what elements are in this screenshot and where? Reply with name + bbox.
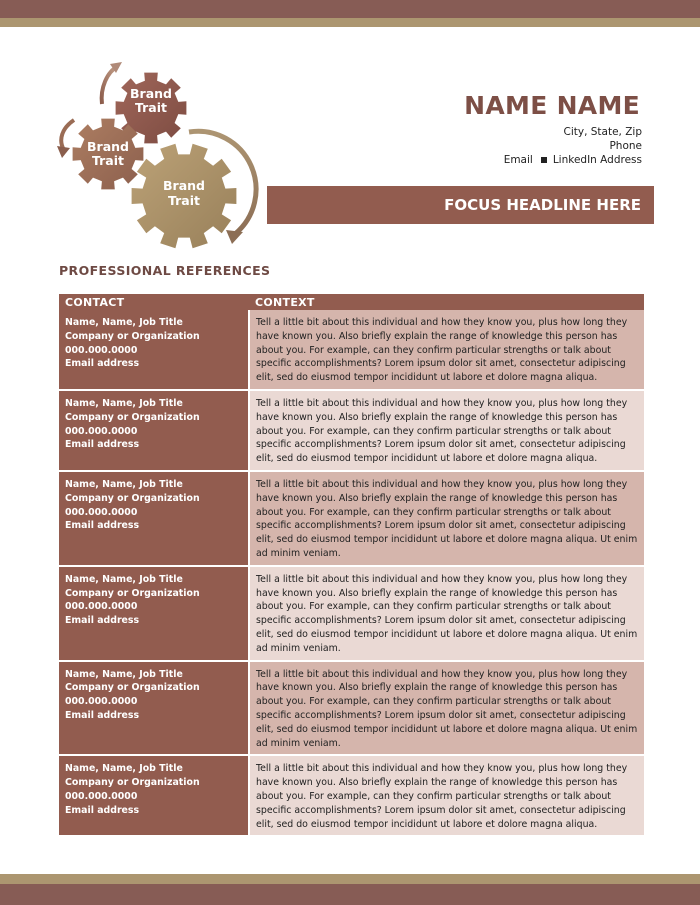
focus-headline-bar [267, 186, 654, 224]
reference-contact-line: Email address [65, 709, 140, 721]
table-header-row [59, 294, 644, 310]
cycle-arrow-left-head [57, 146, 70, 158]
reference-contact-cell [59, 310, 249, 390]
reference-contact-line: Company or Organization [65, 682, 200, 694]
reference-context-cell: Tell a little bit about this individual and how they know you, plus how long they have known you. Also briefly explain the range of knowledge this person has about you. For example, can they confirm particular strengths or talk about specific accomplishments? Lorem ipsum dolor sit amet, consectetur adipiscing elit, sed do eiusmod tempor incididunt ut labore et dolore magna aliqua. Ut enim ad minim veniam. [249, 566, 644, 661]
city-state-zip: City, State, Zip [563, 126, 642, 138]
brand-trait-left-line2: Trait [91, 153, 125, 168]
email: Email [503, 154, 533, 166]
top-band-dark [0, 0, 700, 18]
table-row [59, 755, 644, 836]
reference-contact-line: 000.000.0000 [65, 425, 138, 437]
reference-contact-line: Name, Name, Job Title [65, 668, 183, 680]
reference-contact-line: Name, Name, Job Title [65, 478, 183, 490]
table-row [59, 310, 644, 390]
separator-square-icon [541, 157, 547, 163]
reference-contact-cell [59, 390, 249, 471]
brand-trait-left-line1: Brand [87, 139, 129, 154]
cycle-arrow-right-head [226, 230, 243, 244]
section-title: PROFESSIONAL REFERENCES [59, 263, 271, 278]
top-band-light [0, 18, 700, 27]
brand-trait-bottom-line2: Trait [167, 193, 201, 208]
reference-context-cell: Tell a little bit about this individual and how they know you, plus how long they have known you. Also briefly explain the range of knowledge this person has about you. For example, can they confirm particular strengths or talk about specific accomplishments? Lorem ipsum dolor sit amet, consectetur adipiscing elit, sed do eiusmod tempor incididunt ut labore et dolore magna aliqua. [249, 310, 644, 390]
brand-traits-gears [52, 58, 262, 250]
table-row [59, 661, 644, 756]
reference-context-cell: Tell a little bit about this individual and how they know you, plus how long they have known you. Also briefly explain the range of knowledge this person has about you. For example, can they confirm particular strengths or talk about specific accomplishments? Lorem ipsum dolor sit amet, consectetur adipiscing elit, sed do eiusmod tempor incididunt ut labore et dolore magna aliqua. [249, 755, 644, 836]
reference-contact-line: 000.000.0000 [65, 696, 138, 708]
reference-contact-line: Company or Organization [65, 330, 200, 342]
reference-contact-line: Name, Name, Job Title [65, 573, 183, 585]
email-linkedin-line [504, 154, 642, 166]
reference-contact-cell [59, 755, 249, 836]
reference-contact-cell [59, 661, 249, 756]
references-table [59, 294, 644, 837]
brand-trait-top-line2: Trait [134, 100, 168, 115]
reference-contact-line: Company or Organization [65, 587, 200, 599]
reference-contact-line: Company or Organization [65, 492, 200, 504]
reference-context-cell: Tell a little bit about this individual and how they know you, plus how long they have known you. Also briefly explain the range of knowledge this person has about you. For example, can they confirm particular strengths or talk about specific accomplishments? Lorem ipsum dolor sit amet, consectetur adipiscing elit, sed do eiusmod tempor incididunt ut labore et dolore magna aliqua. [249, 390, 644, 471]
reference-contact-line: Company or Organization [65, 777, 200, 789]
reference-contact-line: Name, Name, Job Title [65, 763, 183, 775]
reference-contact-line: Email address [65, 358, 140, 370]
reference-context-cell: Tell a little bit about this individual and how they know you, plus how long they have known you. Also briefly explain the range of knowledge this person has about you. For example, can they confirm particular strengths or talk about specific accomplishments? Lorem ipsum dolor sit amet, consectetur adipiscing elit, sed do eiusmod tempor incididunt ut labore et dolore magna aliqua. Ut enim ad minim veniam. [249, 471, 644, 566]
candidate-name: NAME NAME [464, 91, 640, 120]
reference-contact-line: Company or Organization [65, 411, 200, 423]
reference-contact-line: 000.000.0000 [65, 790, 138, 802]
reference-contact-line: Email address [65, 439, 140, 451]
phone: Phone [609, 140, 642, 152]
reference-contact-cell [59, 566, 249, 661]
cycle-arrow-left [61, 120, 74, 150]
bottom-band-light [0, 874, 700, 884]
reference-contact-line: 000.000.0000 [65, 601, 138, 613]
reference-contact-line: Email address [65, 804, 140, 816]
column-header-context: CONTEXT [249, 294, 644, 310]
reference-contact-cell [59, 471, 249, 566]
reference-contact-line: Name, Name, Job Title [65, 317, 183, 328]
reference-contact-line: 000.000.0000 [65, 506, 138, 518]
reference-contact-line: Email address [65, 615, 140, 627]
brand-trait-bottom-line1: Brand [163, 178, 205, 193]
table-row [59, 390, 644, 471]
reference-context-cell: Tell a little bit about this individual and how they know you, plus how long they have known you. Also briefly explain the range of knowledge this person has about you. For example, can they confirm particular strengths or talk about specific accomplishments? Lorem ipsum dolor sit amet, consectetur adipiscing elit, sed do eiusmod tempor incididunt ut labore et dolore magna aliqua. Ut enim ad minim veniam. [249, 661, 644, 756]
table-row [59, 471, 644, 566]
reference-contact-line: 000.000.0000 [65, 344, 138, 356]
linkedin-address: LinkedIn Address [552, 154, 642, 166]
table-row [59, 566, 644, 661]
reference-contact-line: Name, Name, Job Title [65, 397, 183, 409]
reference-contact-line: Email address [65, 520, 140, 532]
brand-trait-top-line1: Brand [130, 86, 172, 101]
column-header-contact: CONTACT [59, 294, 249, 310]
bottom-band-dark [0, 884, 700, 905]
focus-headline: FOCUS HEADLINE HERE [444, 196, 641, 214]
